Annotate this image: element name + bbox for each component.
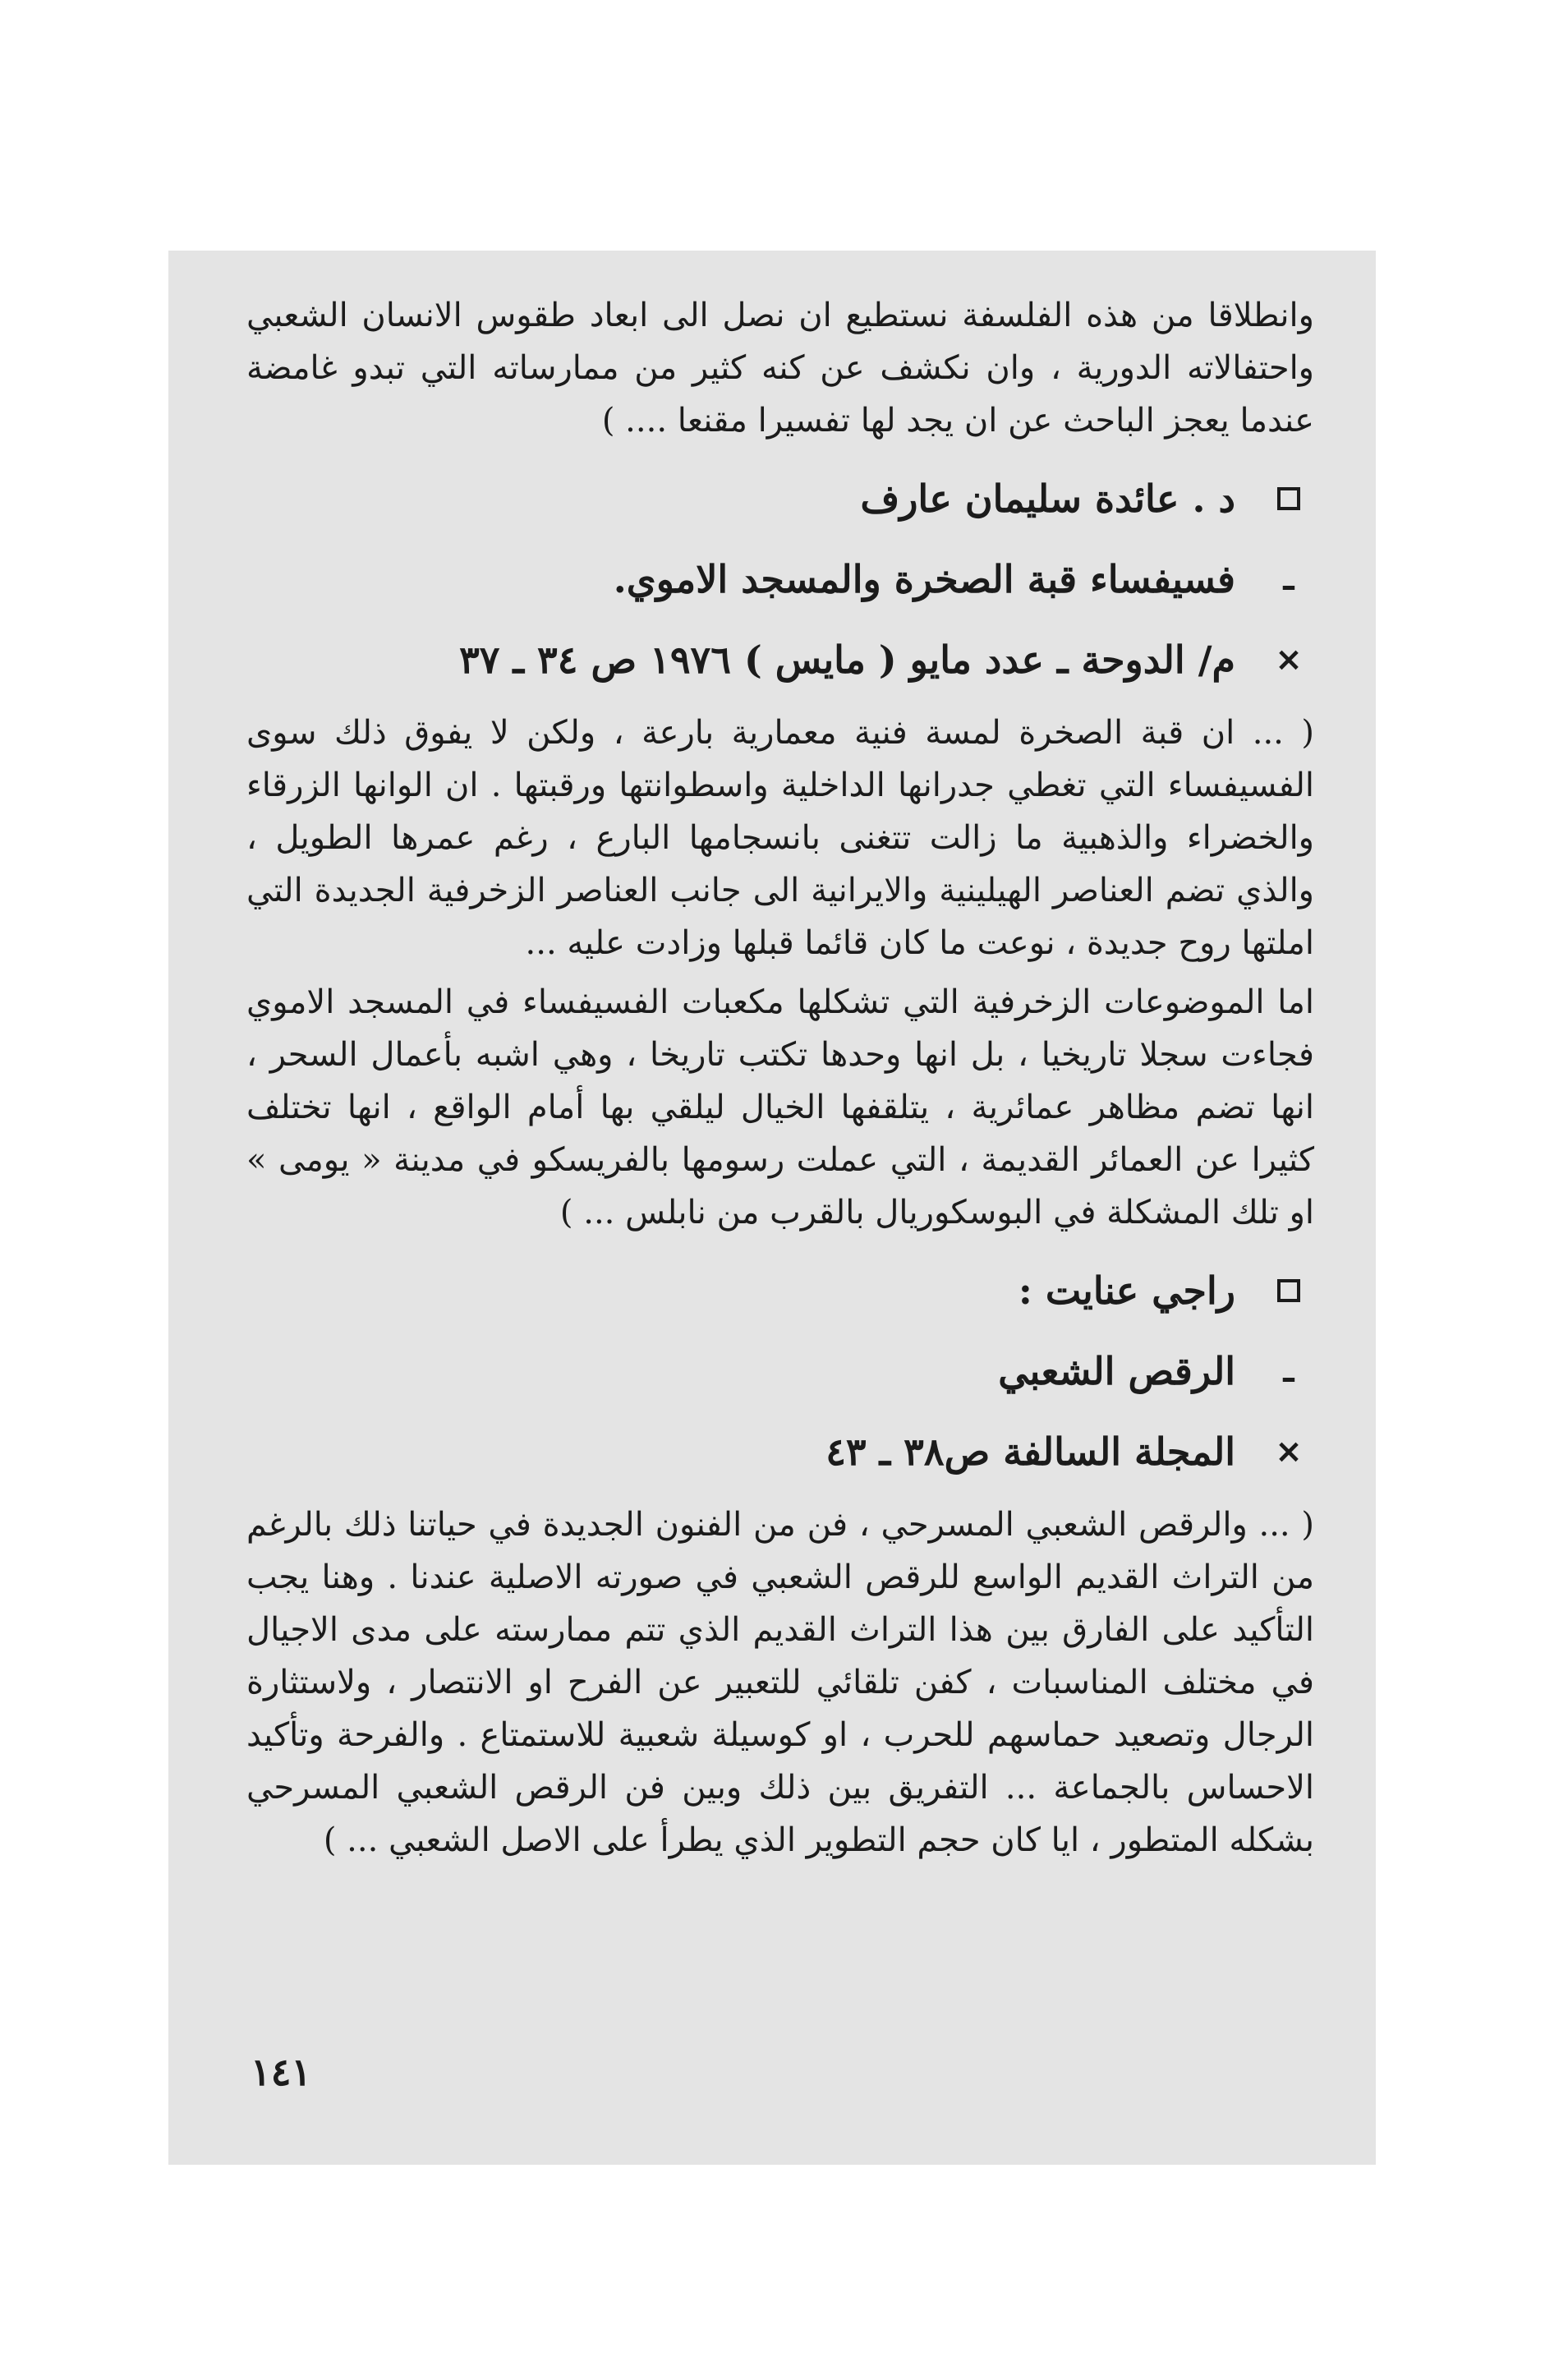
- entry-2-quote: [246, 1498, 1314, 1867]
- square-box-icon: [1263, 1279, 1314, 1302]
- dash-marker: ـ: [1283, 560, 1294, 598]
- cross-marker: ×: [1275, 1433, 1303, 1471]
- square-box-icon: [1263, 487, 1314, 510]
- entry-1-title-row: [246, 550, 1314, 608]
- cross-marker: ×: [1275, 641, 1303, 679]
- entry-1-source-row: [246, 631, 1314, 688]
- entry-2-author: راجي عنايت :: [1018, 1268, 1235, 1313]
- quote-paragraph: ( ... والرقص الشعبي المسرحي ، فن من الفنون الجديدة في حياتنا ذلك بالرغم من التراث القديم الواسع للرقص الشعبي في صورته الاصلية عندنا . وهنا يجب التأكيد على الفارق بين هذا التراث القديم الذي تتم ممارسته على مدى الاجيال في مختلف المناسبات ، كفن تلقائي للتعبير عن الفرح او الانتصار ، ولاستثارة الرجال وتصعيد حماسهم للحرب ، او كوسيلة شعبية للاستمتاع . والفرحة وتأكيد الاحساس بالجماعة ... التفريق بين ذلك وبين فن الرقص الشعبي المسرحي بشكله المتطور ، ايا كان حجم التطوير الذي يطرأ على الاصل الشعبي ... ): [246, 1506, 1314, 1859]
- entry-2-title-row: [246, 1342, 1314, 1400]
- entry-2-title: الرقص الشعبي: [998, 1349, 1235, 1393]
- quote-paragraph: اما الموضوعات الزخرفية التي تشكلها مكعبات الفسيفساء في المسجد الاموي فجاءت سجلا تاريخيا ، بل انها وحدها تكتب تاريخا ، وهي اشبه بأعمال السحر ، انها تضم مظاهر عمائرية ، يتلقفها الخيال ليلقي بها أمام الواقع ، انها تختلف كثيرا عن العمائر القديمة ، التي عملت رسومها بالفريسكو في مدينة « يومى » او تلك المشكلة في البوسكوريال بالقرب من نابلس ... ): [246, 983, 1314, 1231]
- entry-1-source: م/ الدوحة ـ عدد مايو ( مايس ) ١٩٧٦ ص ٣٤ ـ ٣٧: [459, 638, 1235, 682]
- page-number: ١٤١: [251, 2050, 312, 2094]
- entry-1-title: فسيفساء قبة الصخرة والمسجد الاموي.: [613, 557, 1235, 601]
- entry-2-source: المجلة السالفة ص٣٨ ـ ٤٣: [825, 1429, 1235, 1474]
- dash-marker: ـ: [1283, 1352, 1294, 1390]
- entry-2-source-row: [246, 1423, 1314, 1480]
- entry-1-author-row: [246, 470, 1314, 527]
- entry-1-author: د . عائدة سليمان عارف: [860, 476, 1235, 521]
- page-content: [246, 289, 1314, 1867]
- quote-paragraph: ( ... ان قبة الصخرة لمسة فنية معمارية بارعة ، ولكن لا يفوق ذلك سوى الفسيفساء التي تغطي جدرانها الداخلية واسطوانتها ورقبتها . ان الوانها الزرقاء والخضراء والذهبية ما زالت تتغنى بانسجامها البارع ، رغم عمرها الطويل ، والذي تضم العناصر الهيلينية والايرانية الى جانب العناصر الزخرفية الجديدة التي املتها روح جديدة ، نوعت ما كان قائما قبلها وزادت عليه ...: [246, 714, 1314, 962]
- entry-2-author-row: [246, 1262, 1314, 1319]
- intro-paragraph: وانطلاقا من هذه الفلسفة نستطيع ان نصل الى ابعاد طقوس الانسان الشعبي واحتفالاته الدورية ، وان نكشف عن كنه كثير من ممارساته التي تبدو غامضة عندما يعجز الباحث عن ان يجد لها تفسيرا مقنعا .... ): [246, 297, 1314, 440]
- entry-1-quote: [246, 707, 1314, 1239]
